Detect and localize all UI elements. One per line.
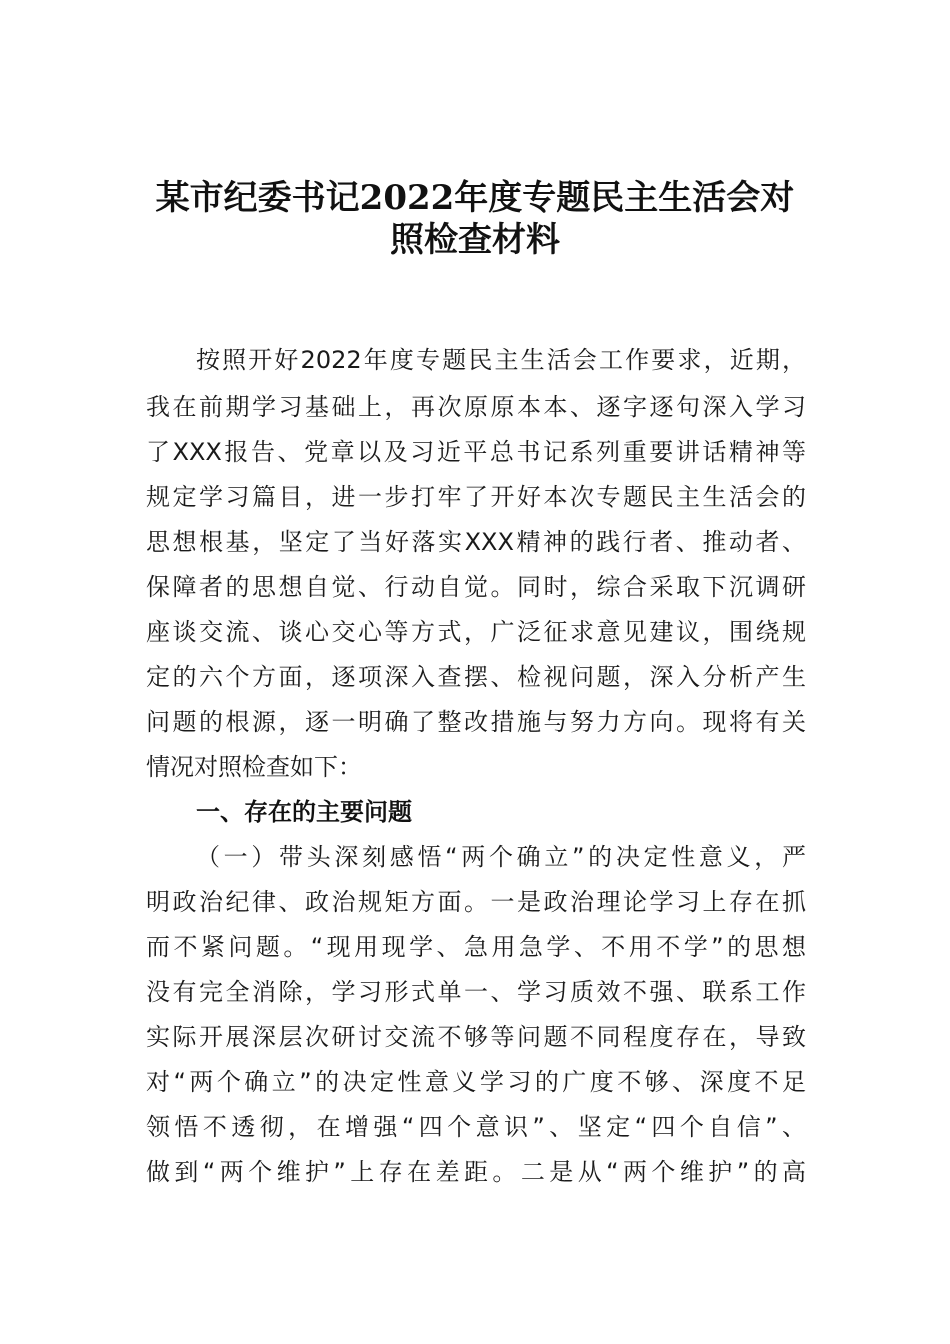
section-line: 没有完全消除，学习形式单一、学习质效不强、联系工作	[146, 978, 806, 1006]
section-line: 对“两个确立”的决定性意义学习的广度不够、深度不足	[146, 1068, 806, 1096]
intro-line: 保障者的思想自觉、行动自觉。同时，综合采取下沉调研	[146, 573, 806, 601]
intro-line: 定的六个方面，逐项深入查摆、检视问题，深入分析产生	[146, 663, 806, 691]
intro-line: 了XXX报告、党章以及习近平总书记系列重要讲话精神等	[146, 438, 806, 466]
intro-line: 我在前期学习基础上，再次原原本本、逐字逐句深入学习	[146, 393, 806, 421]
intro-line: 座谈交流、谈心交心等方式，广泛征求意见建议，围绕规	[146, 618, 806, 646]
intro-line: 按照开好2022年度专题民主生活会工作要求，近期，	[196, 346, 806, 374]
intro-line: 规定学习篇目，进一步打牢了开好本次专题民主生活会的	[146, 483, 806, 511]
section-line: 做到“两个维护”上存在差距。二是从“两个维护”的高	[146, 1158, 806, 1186]
section-heading: 一、存在的主要问题	[196, 798, 412, 826]
intro-line: 思想根基，坚定了当好落实XXX精神的践行者、推动者、	[146, 528, 806, 556]
intro-line: 情况对照检查如下：	[146, 753, 362, 781]
section-line: 领悟不透彻，在增强“四个意识”、坚定“四个自信”、	[146, 1113, 806, 1141]
section-line: （一）带头深刻感悟“两个确立”的决定性意义，严	[196, 843, 806, 871]
section-line: 实际开展深层次研讨交流不够等问题不同程度存在，导致	[146, 1023, 806, 1051]
document-title-line-2: 照检查材料	[390, 220, 560, 260]
section-line: 明政治纪律、政治规矩方面。一是政治理论学习上存在抓	[146, 888, 806, 916]
section-line: 而不紧问题。“现用现学、急用急学、不用不学”的思想	[146, 933, 806, 961]
intro-line: 问题的根源，逐一明确了整改措施与努力方向。现将有关	[146, 708, 806, 736]
document-title-line-1: 某市纪委书记2022年度专题民主生活会对	[155, 178, 795, 218]
